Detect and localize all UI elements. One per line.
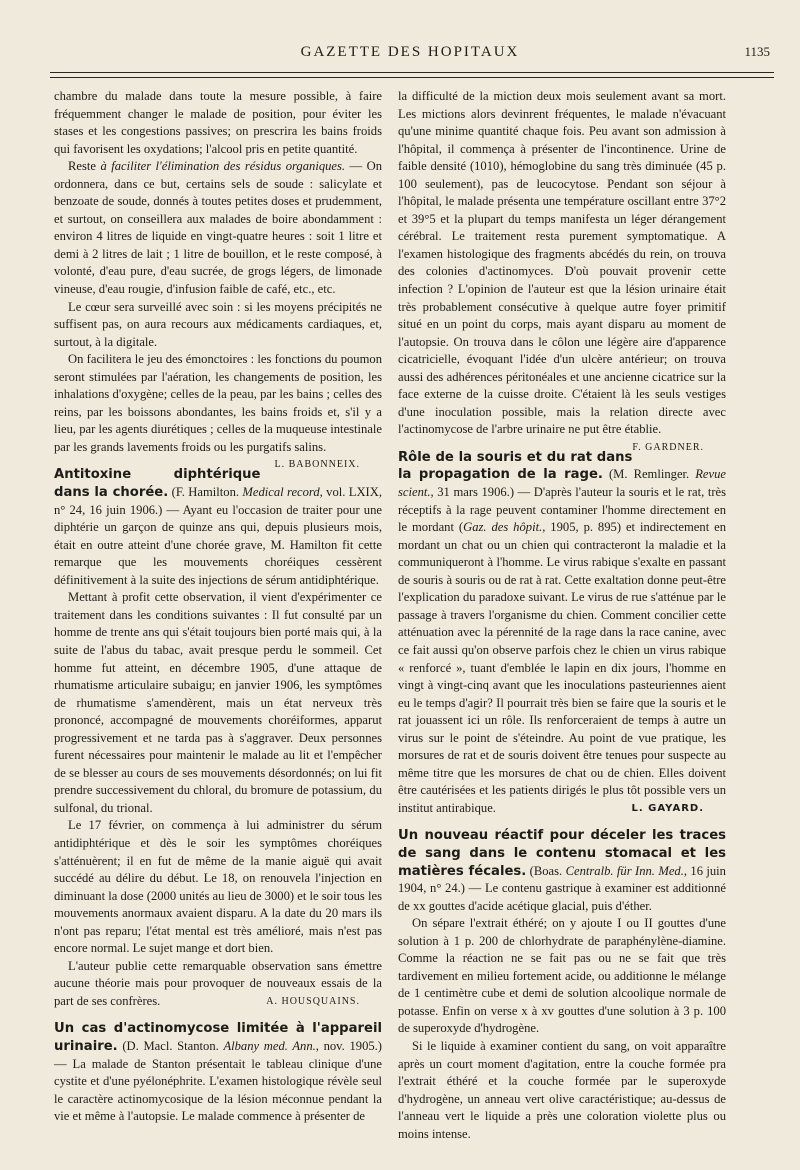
- paragraph: Le 17 février, on commença à lui administrer du sérum antidiphtérique et dès le soir les symptômes choréiques s'atténuèrent; il en fut de même de la manie aiguë qui avait succédé au délire du début. Le 18, on renouvela l'injection en diminuant la dose (2000 unités au lieu de 3000) et le soir tous les mouvements anormaux avaient disparu. A la date du 20 mars ils n'ont pas reparu; l'état mental est très amélioré, mais n'est pas encore normal. Le sujet mange et dort bien.: [54, 818, 382, 956]
- article-title: Un cas d'actinomycose limitée à l'appareil urinaire.: [54, 1021, 382, 1054]
- paragraph: Reste à faciliter l'élimination des résidus organiques. — On ordonnera, dans ce but, certains sels de soude : salicylate et benzoate de soude, donnés à toutes petites doses et prudemment, et surtout, on conseillera aux malades de boire abondamment : environ 4 litres de liquide en vingt-quatre heures : soit 1 litre et demi à 2 litres de lait ; 1 litre de bouillon, et le reste composé, à volonté, d'eau pure, d'eau sucrée, de grogs légers, de limonade vineuse, d'eau rougie, d'infusion faible de café, etc., etc.: [54, 159, 382, 297]
- header-rule-thick: [50, 72, 774, 73]
- paragraph: Mettant à profit cette observation, il vient d'expérimenter ce traitement dans les conditions suivantes : Il fut consulté par un homme de trente ans qui s'était toujours bien porté mais qui, à la suite de l'abus du tabac, avait presque perdu le sommeil. Cet homme fut atteint, en décembre 1905, d'une attaque de rhumatisme articulaire subaigu; en janvier 1906, les symptômes de rhumatisme s'amendèrent, mais un état nerveux très prononcé, accompagné de mouvements choréiformes, apparut progressivement et ne tarda pas à s'aggraver. Deux personnes furent nécessaires pour maintenir le malade au lit et l'empêcher de se blesser au cours de ses mouvements désordonnés; on lui fit prendre successivement du chloral, du bromure de potassium, du sulfonal, du trional.: [54, 590, 382, 815]
- article-title: Rôle de la souris et du rat dans la propagation de la rage.: [398, 449, 633, 483]
- article-diphtheria-chorea: Antitoxine diphtérique dans la chorée. (F. Hamilton. Medical record, vol. LXIX, n° 24, 16 juin 1906.) — Ayant eu l'occasion de traiter pour une diphtérie un garçon de quinze ans qui, depuis plusieurs mois, était en outre atteint d'une chorée grave, M. Hamilton fit cette remarque que les mouvements choréiques cessèrent définitivement à la suite des injections de sérum antidiphtérique.: [54, 467, 382, 587]
- left-column: [54, 88, 382, 1126]
- page-number: 1135: [744, 44, 770, 59]
- paragraph: On sépare l'extrait éthéré; on y ajoute I ou II gouttes d'une solution à 1 p. 200 de chlorhydrate de paraphénylène-diamine. Comme la réaction ne se fait pas ou ne se fait que très tardivement en milieu fortement acide, ou additionne le mélange de 1 centimètre cube et demi de solution alcoolique normale de potasse. Enfin on verse x à xv gouttes d'une solution à 3 p. 100 de superoxyde d'hydrogène.: [398, 916, 726, 1036]
- paragraph: chambre du malade dans toute la mesure possible, à faire fréquemment changer le malade de position, pour éviter les stases et les congestions passives; on prescrira les bains froids qui favorisent les oxydations; l'alcool pris en petite quantité.: [54, 89, 382, 156]
- paragraph: Si le liquide à examiner contient du sang, on voit apparaître après un court moment d'agitation, entre la couche formée pra l'extrait éthéré et la couche formée par le superoxyde d'hydrogène, un anneau vert olive caractéristique; au-dessus de l'anneau vert le liquide a près une coloration violette plus ou moins intense.: [398, 1038, 726, 1141]
- paragraph: On facilitera le jeu des émonctoires : les fonctions du poumon seront stimulées par l'aération, les changements de position, les inhalations d'oxygène; celles de la peau, par les bains ; celles des reins, par les boissons abondantes, les bains froids et, s'il y a lieu, par les agents diurétiques ; celles de la muqueuse intestinale par les grands lavements froids ou les purgatifs salins. L. BABONNEIX.: [54, 351, 382, 456]
- paragraph: la difficulté de la miction deux mois seulement avant sa mort. Les mictions alors devinrent fréquentes, le malade n'évacuant qu'une minime quantité chaque fois. Peu avant son admission à l'hôpital, il commença à présenter de l'incontinence. Urine de faible densité (1010), hémoglobine du sang très diminuée (45 p. 100 seulement), pas de leucocytose. Pendant son séjour à l'hôpital, le malade présenta une température oscillant entre 37°2 et 39°5 et la plupart du temps manifesta un léger dérangement cérébral. Le traitement resta purement symptomatique. A l'examen histologique des fragments abcédés du rein, on trouva des colonies d'actinomyces. D'où pouvait provenir cette infection ? L'opinion de l'auteur est que la lésion urinaire était très probablement consécutive à quelque autre foyer primitif situé en un point du corps, mais ayant disparu au moment de l'autopsie. On trouva dans le côlon une légère aire d'apparence cicatricielle, évoquant l'idée d'un ulcère antérieur; on trouva aussi des adhérences péritonéales et une ancienne cicatrice sur la face externe de la cuisse droite. C'étaient là les seuls vestiges d'une inoculation possible, mais la relation directe avec l'actinomycose de l'arbre urinaire ne put être établie. F. GARDNER.: [398, 88, 726, 439]
- article-title: Un nouveau réactif pour déceler les traces de sang dans le contenu stomacal et les matières fécales.: [398, 828, 726, 879]
- author-signature: F. GARDNER.: [632, 441, 704, 453]
- header-rule-thin: [50, 77, 774, 78]
- article-mouse-rat-rabies: Rôle de la souris et du rat dans la propagation de la rage. (M. Remlinger. Revue scient., 31 mars 1906.) — D'après l'auteur la souris et le rat, très réceptifs à la rage peuvent contaminer l'homme directement en le mordant (Gaz. des hôpit., 1905, p. 895) et indirectement en mordant un chat ou un chien qui contracteront la maladie et la communiqueront à l'homme. Le virus rabique s'exalte en passant de souris à souris ou de rat à rat. Cette exaltation donne peut-être l'explication du paradoxe suivant. Le virus de rue s'atténue par le passage à travers l'organisme du chien. Comment concilier cette atténuation avec la pérennité de la rage dans la race canine, avec ce fait aussi qu'on observe parfois chez le chien un virus rabique « renforcé », tuant d'emblée le lapin en dix jours, l'homme en vingt à vingt-cinq avant que les inoculations pasteuriennes aient eu le temps d'agir? Il pourrait très bien se faire que la souris et le rat jouassent ici un rôle. Ils renforceraient de temps à autre un virus sur le point de s'éteindre. Au point de vue pratique, les morsures de rat et de souris doivent être tenues pour suspecte au même titre que les morsures de chat ou de chien. Elles doivent être cautérisées et les patients dirigés le plus tôt possible vers un institut antirabique. L. GAYARD.: [398, 449, 726, 817]
- article-title: Antitoxine diphtérique dans la chorée.: [54, 467, 261, 501]
- journal-title: GAZETTE DES HOPITAUX: [300, 44, 520, 60]
- author-signature: L. GAYARD.: [631, 802, 704, 814]
- paragraph: Le cœur sera surveillé avec soin : si les moyens précipités ne suffisent pas, on aura recours aux médicaments cardiaques, et, surtout, à la digitale.: [54, 299, 382, 349]
- paragraph: L'auteur publie cette remarquable observation sans émettre aucune théorie mais pour provoquer de nouveaux essais de la part de ses confrères. A. HOUSQUAINS.: [54, 958, 382, 1011]
- article-actinomycosis: Un cas d'actinomycose limitée à l'appareil urinaire. (D. Macl. Stanton. Albany med. Ann., nov. 1905.) — La malade de Stanton présentait le tableau clinique d'une cystite et d'une pyélonéphrite. L'examen histologique révèle seul le caractère actinomycosique de la lésion méconnue pendant la vie et même à l'autopsie. Le malade commence à présenter de: [54, 1021, 383, 1124]
- page-header: [50, 44, 770, 74]
- article-blood-reagent: Un nouveau réactif pour déceler les traces de sang dans le contenu stomacal et les matières fécales. (Boas. Centralb. für Inn. Med., 16 juin 1904, n° 24.) — Le contenu gastrique à examiner est additionné de xx gouttes d'acide acétique glacial, puis d'éther.: [398, 828, 726, 913]
- right-column: [398, 88, 726, 1143]
- author-signature: L. BABONNEIX.: [274, 459, 360, 471]
- author-signature: A. HOUSQUAINS.: [266, 995, 360, 1007]
